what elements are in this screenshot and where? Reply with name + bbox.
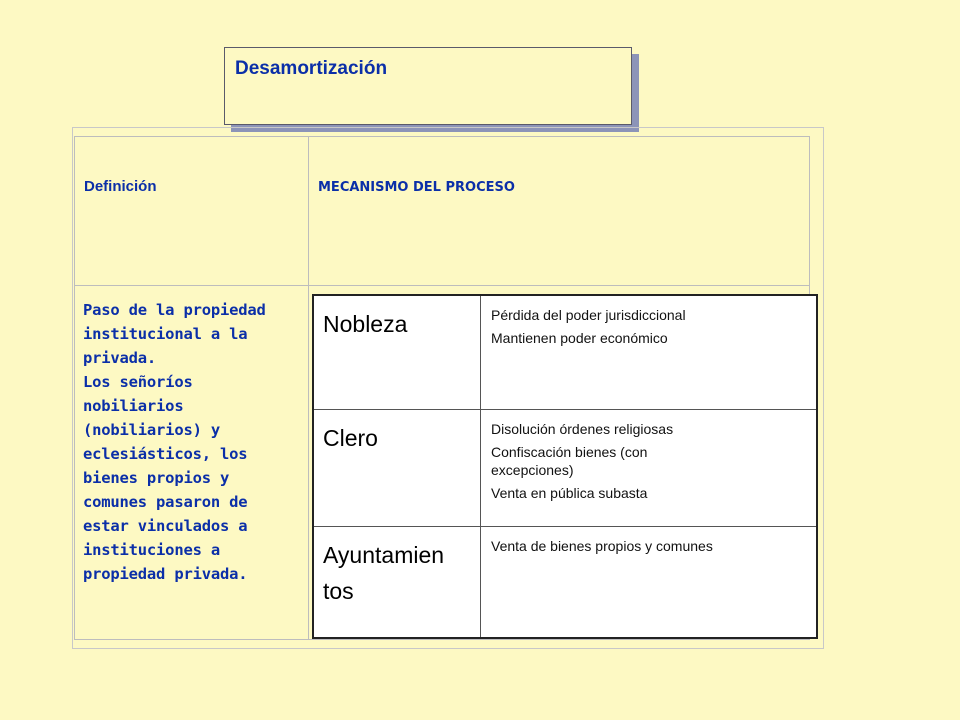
list-item: Venta en pública subasta xyxy=(491,484,648,501)
row-divider xyxy=(74,285,810,286)
group-name: Ayuntamien tos xyxy=(323,541,445,604)
group-name: Nobleza xyxy=(323,311,408,337)
list-item: Confiscación bienes (con excepciones) xyxy=(491,443,648,478)
list-item: Disolución órdenes religiosas xyxy=(491,420,674,437)
group-items-cell xyxy=(481,526,817,637)
group-items-cell xyxy=(481,409,817,526)
mechanism-table xyxy=(312,294,818,639)
definition-header: Definición xyxy=(84,178,157,195)
list-item: Mantienen poder económico xyxy=(491,330,668,346)
title-box xyxy=(224,47,632,125)
table-row xyxy=(314,409,816,526)
table-row xyxy=(314,296,816,409)
group-name: Clero xyxy=(323,424,378,451)
group-name-cell xyxy=(314,526,481,637)
definition-text: Paso de la propiedad institucional a la privada. Los señoríos nobiliarios (nobiliarios) y eclesiásticos, los bienes propios y comunes pasaron de estar vinculados a instituciones a propiedad privada. xyxy=(83,301,266,583)
list-item: Venta de bienes propios y comunes xyxy=(491,537,713,554)
slide-title: Desamortización xyxy=(235,58,388,79)
group-name-cell xyxy=(314,409,481,526)
column-divider xyxy=(308,136,309,640)
list-item: Pérdida del poder jurisdiccional xyxy=(491,307,686,323)
table-row xyxy=(314,526,816,637)
mechanism-header: MECANISMO DEL PROCESO xyxy=(318,180,515,195)
group-name-cell xyxy=(314,296,481,409)
group-items-cell xyxy=(481,296,817,409)
